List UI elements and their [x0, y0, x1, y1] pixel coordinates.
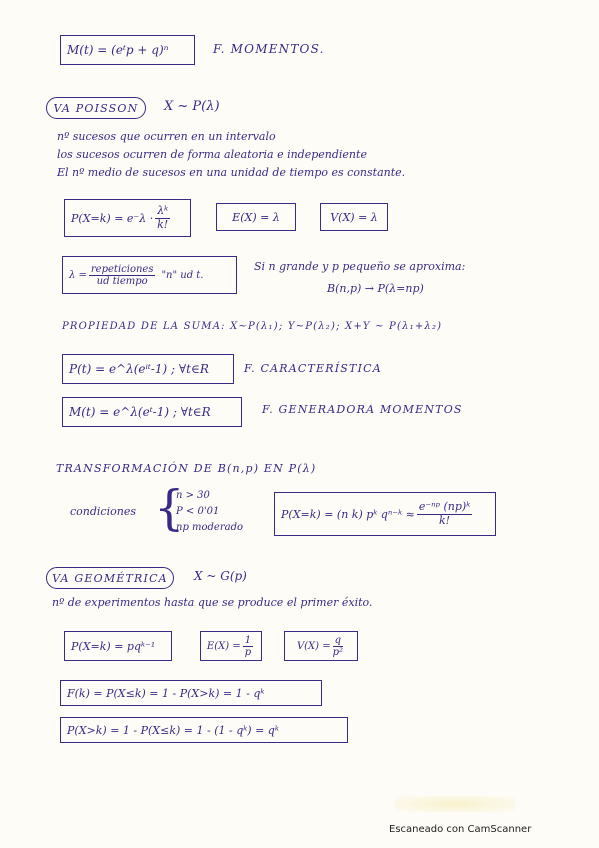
char-function-box — [62, 354, 234, 384]
poisson-variance-box — [320, 203, 388, 231]
geometric-cdf-box — [60, 680, 322, 706]
lambda-lhs: λ = — [69, 269, 87, 281]
geometric-exp-den: p — [244, 646, 252, 658]
mgf-label: F. MOMENTOS. — [213, 42, 325, 56]
geometric-cdf: F(k) = P(X≤k) = 1 - P(X>k) = 1 - qᵏ — [67, 686, 265, 700]
poisson-note-1: nº sucesos que ocurren en un intervalo — [57, 130, 276, 143]
approximation-line-1: Si n grande y p pequeño se aproxima: — [254, 260, 466, 273]
transform-formula-lhs: P(X=k) = (n k) pᵏ qⁿ⁻ᵏ ≈ — [281, 507, 415, 521]
mgf-formula: M(t) = (eᵗp + q)ⁿ — [67, 43, 169, 57]
poisson-title-text: VA POISSON — [53, 101, 139, 115]
lambda-fraction — [89, 264, 156, 287]
poisson-expectation: E(X) = λ — [232, 210, 280, 224]
conditions-label: condiciones — [70, 505, 136, 518]
poisson-pmf-den: k! — [157, 217, 169, 231]
geometric-title-text: VA GEOMÉTRICA — [52, 571, 168, 585]
poisson-variance: V(X) = λ — [330, 210, 378, 224]
geometric-title — [46, 567, 174, 589]
condition-2: P < 0'01 — [176, 506, 220, 517]
conditions-brace-icon: { — [154, 480, 185, 536]
geometric-exp-lhs: E(X) = — [206, 640, 241, 652]
geometric-exp-num: 1 — [244, 634, 252, 646]
geometric-var-lhs: V(X) = — [296, 640, 331, 652]
geometric-var-num: q — [334, 634, 342, 646]
poisson-pmf-box — [64, 199, 191, 237]
approximation-line-2: B(n,p) → P(λ=np) — [327, 282, 424, 295]
geometric-survival: P(X>k) = 1 - P(X≤k) = 1 - (1 - qᵏ) = qᵏ — [67, 723, 279, 737]
char-function-label: F. CARACTERÍSTICA — [244, 362, 382, 375]
geometric-expectation-box — [200, 631, 262, 661]
geometric-var-den: p² — [332, 646, 344, 658]
scanner-watermark: Escaneado con CamScanner — [389, 824, 532, 835]
geometric-distribution: X ~ G(p) — [194, 569, 247, 583]
poisson-distribution: X ~ P(λ) — [164, 99, 220, 114]
poisson-pmf-fraction — [155, 205, 170, 230]
transform-title: TRANSFORMACIÓN DE B(n,p) EN P(λ) — [56, 462, 317, 475]
poisson-note-3: El nº medio de sucesos en una unidad de tiempo es constante. — [57, 166, 406, 179]
condition-1: n > 30 — [176, 490, 210, 501]
lambda-definition-box — [62, 256, 237, 294]
poisson-note-2: los sucesos ocurren de forma aleatoria e independiente — [57, 148, 367, 161]
gen-function-label: F. GENERADORA MOMENTOS — [262, 403, 463, 416]
lambda-den: ud tiempo — [96, 275, 148, 287]
poisson-title — [46, 97, 146, 119]
gen-function-box — [62, 397, 242, 427]
geometric-note: nº de experimentos hasta que se produce el primer éxito. — [52, 596, 373, 609]
transform-den: k! — [438, 513, 451, 527]
lambda-suffix: "n" ud t. — [161, 269, 204, 281]
sum-property: PROPIEDAD DE LA SUMA: X~P(λ₁); Y~P(λ₂); X+Y ~ P(λ₁+λ₂) — [62, 321, 443, 332]
geometric-exp-fraction — [243, 635, 253, 658]
gen-function-formula: M(t) = e^λ(eᵗ-1) ; ∀t∈R — [69, 405, 211, 419]
geometric-survival-box — [60, 717, 348, 743]
poisson-pmf-lhs: P(X=k) = e⁻λ · — [71, 211, 154, 225]
scan-smudge — [395, 796, 515, 812]
poisson-pmf-num: λᵏ — [157, 204, 169, 218]
lambda-num: repeticiones — [90, 263, 154, 275]
geometric-var-fraction — [333, 635, 343, 658]
poisson-expectation-box — [216, 203, 296, 231]
transform-fraction — [417, 501, 472, 526]
transform-formula-box — [274, 492, 496, 536]
geometric-variance-box — [284, 631, 358, 661]
condition-3: np moderado — [176, 522, 244, 533]
geometric-pmf: P(X=k) = pqᵏ⁻¹ — [71, 639, 156, 653]
transform-num: e⁻ⁿᵖ (np)ᵏ — [418, 500, 471, 514]
geometric-pmf-box — [64, 631, 172, 661]
mgf-formula-box — [60, 35, 195, 65]
char-function-formula: P(t) = e^λ(eⁱᵗ-1) ; ∀t∈R — [69, 362, 209, 376]
